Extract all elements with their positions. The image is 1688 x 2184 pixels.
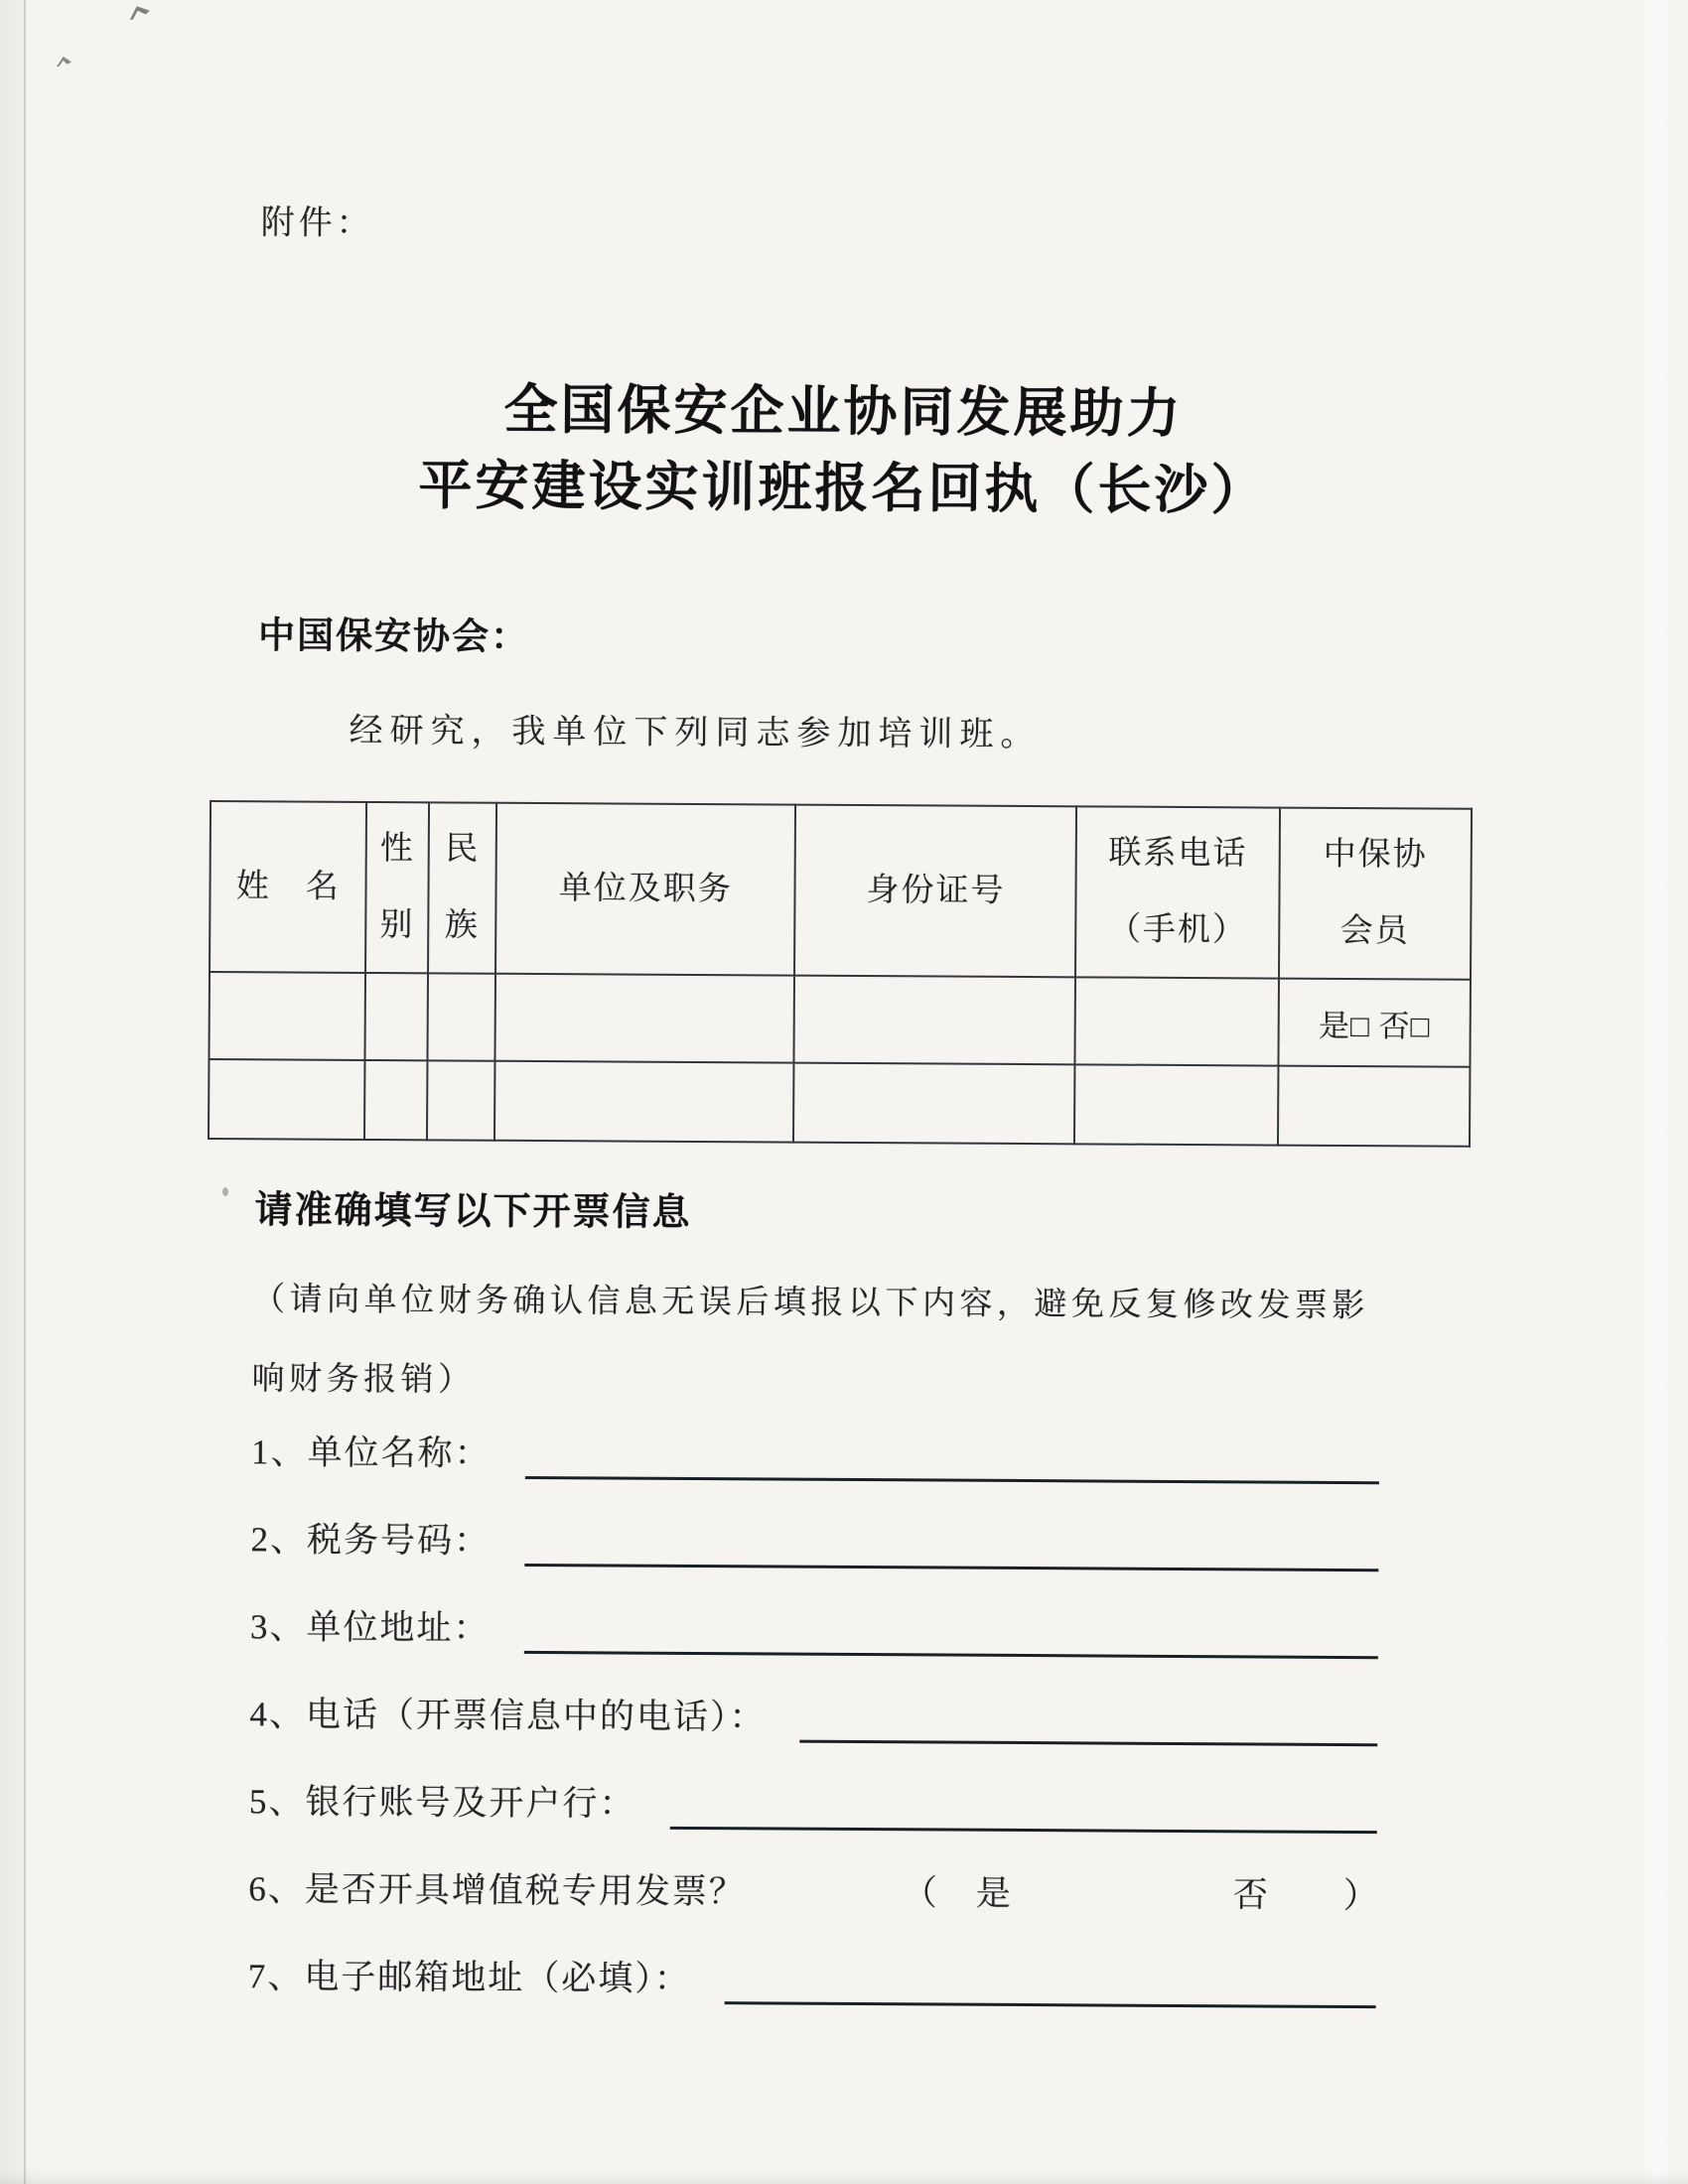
- invoice-note: （请向单位财务确认信息无误后填报以下内容，避免反复修改发票影 响财务报销）: [251, 1282, 1370, 1399]
- fill-in-line: [725, 2001, 1376, 2008]
- table-row: [209, 972, 1471, 1067]
- document-content: [203, 0, 1477, 2024]
- cell-unit-position: [495, 974, 795, 1063]
- table-row: [209, 1059, 1470, 1147]
- cell-gender: [364, 1060, 427, 1140]
- title-line-1: 全国保安企业协同发展助力: [503, 379, 1184, 444]
- scan-speck-icon: [57, 57, 71, 67]
- header-cell-name: 姓 名: [210, 801, 367, 973]
- paper-left-edge-line: [24, 0, 26, 2184]
- attachment-label: 附件：: [260, 205, 374, 242]
- fill-in-line: [799, 1739, 1377, 1746]
- table-header-row: [210, 801, 1472, 980]
- header-cell-phone: 联系电话 （手机）: [1075, 807, 1280, 979]
- cell-ethnicity: [427, 974, 495, 1061]
- scan-speck-icon: [128, 5, 150, 20]
- fill-in-line: [523, 1651, 1377, 1659]
- item-label: 7、电子邮箱地址（必填）：: [247, 1956, 691, 1998]
- item-label: 6、是否开具增值税专用发票？: [248, 1868, 747, 1911]
- fill-in-line: [524, 1476, 1378, 1484]
- cell-ethnicity: [427, 1061, 495, 1141]
- membership-checkboxes: [1278, 1066, 1471, 1147]
- cell-name: [209, 1059, 365, 1140]
- cell-unit-position: [494, 1061, 793, 1143]
- membership-checkboxes: 是□ 否□: [1278, 979, 1471, 1067]
- item-label: 3、单位地址：: [249, 1606, 491, 1648]
- fill-in-line: [669, 1826, 1376, 1833]
- item-label: 1、单位名称：: [250, 1432, 492, 1473]
- title-line-2: 平安建设实训班报名回执（长沙）: [418, 456, 1268, 521]
- fill-in-line: [524, 1564, 1378, 1571]
- intro-paragraph: 经研究，我单位下列同志参加培训班。: [349, 713, 1042, 754]
- document-title: [211, 370, 1476, 531]
- item-label: 2、税务号码：: [250, 1519, 492, 1561]
- cell-id-number: [793, 1063, 1075, 1145]
- cell-phone: [1074, 1065, 1278, 1146]
- invoice-item-phone: [249, 1668, 1378, 1762]
- header-cell-gender: 性 别: [365, 802, 428, 973]
- paper-right-edge-highlight: [1640, 0, 1674, 2184]
- yes-no-options: （ 是 否 ）: [902, 1872, 1381, 1915]
- invoice-item-bank-account: [249, 1755, 1378, 1849]
- invoice-item-vat-invoice: [248, 1843, 1381, 1937]
- paper-bottom-edge-shadow: [0, 2170, 1688, 2184]
- invoice-item-email: [248, 1930, 1377, 2024]
- salutation: 中国保安协会：: [257, 614, 530, 658]
- cell-phone: [1075, 978, 1279, 1066]
- header-cell-membership: 中保协 会员: [1279, 808, 1472, 980]
- invoice-item-company-address: [250, 1580, 1379, 1675]
- header-cell-id-number: 身份证号: [794, 805, 1076, 978]
- header-cell-ethnicity: 民 族: [428, 803, 497, 974]
- header-cell-unit-position: 单位及职务: [495, 803, 795, 976]
- invoice-item-tax-number: [250, 1493, 1379, 1587]
- cell-gender: [365, 973, 428, 1060]
- paper-left-edge-shadow: [0, 0, 34, 2184]
- item-label: 4、电话（开票信息中的电话）：: [249, 1694, 767, 1737]
- invoice-items-list: [203, 1406, 1470, 2025]
- cell-name: [209, 972, 365, 1060]
- item-label: 5、银行账号及开户行：: [248, 1781, 636, 1824]
- participants-table: [208, 800, 1473, 1148]
- cell-id-number: [794, 976, 1076, 1065]
- invoice-section-heading: 请准确填写以下开票信息: [254, 1189, 692, 1235]
